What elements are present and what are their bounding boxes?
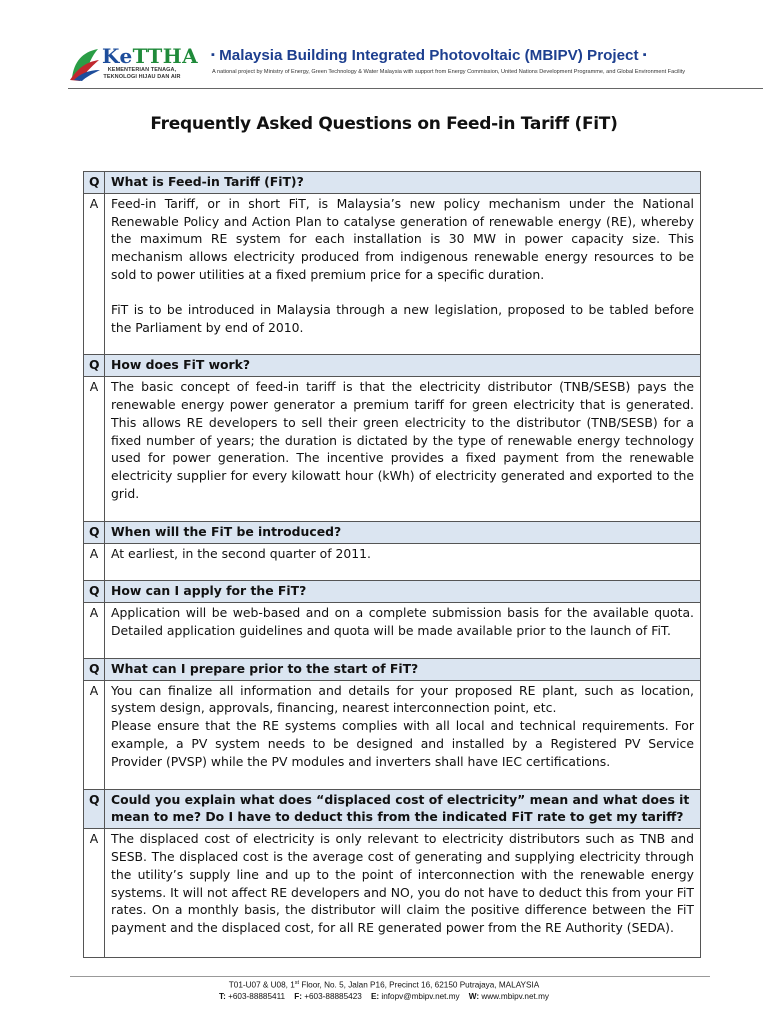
answer-paragraph: The displaced cost of electricity is only relevant to electricity distributors such as TNB and SESB. The displaced cost is the average cost of generating and supplying electricity through the utility’s supply line and up to the point of interconnection with the renewable energy systems. It will not affect RE developers and NO, you do not have to deduct this from your FiT rates. On a monthly basis, the distributor will claim the positive difference between the FiT payment and the displaced cost, for all RE generated power from the RE Authority (SEDA). [111, 831, 694, 936]
page-title: Frequently Asked Questions on Feed-in Tariff (FiT) [150, 114, 618, 134]
footer-divider [70, 976, 710, 977]
answer-row [84, 377, 701, 522]
leaf-emblem-icon [68, 46, 102, 82]
project-title [211, 47, 711, 64]
answer-row [84, 829, 701, 958]
question-tag: Q [84, 355, 105, 377]
question-text: How can I apply for the FiT? [105, 581, 701, 603]
bullet-icon: ▪ [642, 49, 647, 61]
bullet-icon: ▪ [211, 49, 215, 61]
question-row [84, 521, 701, 543]
header-divider [68, 88, 763, 89]
answer-tag: A [84, 829, 105, 958]
page-header [68, 44, 708, 88]
answer-cell [105, 377, 701, 522]
logo-wordmark: KeTTHA [102, 44, 199, 68]
answer-cell [105, 829, 701, 958]
answer-tag: A [84, 603, 105, 659]
project-title-text: Malaysia Building Integrated Photovoltaic (MBIPV) Project [219, 47, 639, 64]
project-subtitle: A national project by Ministry of Energy, Green Technology & Water Malaysia with support from Energy Commission, United Nations Development Programme, and Global Environment Facility [212, 69, 686, 75]
answer-tag: A [84, 193, 105, 355]
footer-fax: +603-88885423 [304, 992, 362, 1001]
answer-paragraph: You can finalize all information and details for your proposed RE plant, such as location, system design, approvals, financing, nearest interconnection point, etc. [111, 682, 694, 716]
answer-tag: A [84, 680, 105, 789]
logo-subtitle: KEMENTERIAN TENAGA, TEKNOLOGI HIJAU DAN AIR [103, 67, 181, 80]
answer-paragraph: At earliest, in the second quarter of 2011. [111, 545, 371, 561]
question-row [84, 355, 701, 377]
answer-paragraph: The basic concept of feed-in tariff is that the electricity distributor (TNB/SESB) pays the renewable energy power generator a premium tariff for green electricity that is generated. This allows RE developers to sell their green electricity to the distributor (TNB/SESB) for a fixed number of years; the duration is dictated by the type of renewable energy technology used for power generation. The incentive provides a fixed payment from the renewable electricity supplier for every kilowatt hour (kWh) of electricity generated and exported to the grid. [111, 379, 694, 501]
question-text: What can I prepare prior to the start of FiT? [105, 658, 701, 680]
question-text: How does FiT work? [105, 355, 701, 377]
ketha-logo [68, 44, 198, 88]
answer-paragraph: Application will be web-based and on a complete submission basis for the available quota. Detailed application guidelines and quota will be made available prior to the launch of FiT. [111, 605, 694, 638]
footer-address: T01-U07 & U08, 1st Floor, No. 5, Jalan P16, Precinct 16, 62150 Putrajaya, MALAYSIA [228, 980, 540, 990]
answer-cell [105, 193, 701, 355]
answer-cell [105, 680, 701, 789]
answer-paragraph: FiT is to be introduced in Malaysia through a new legislation, proposed to be tabled before the Parliament by end of 2010. [111, 301, 694, 335]
answer-tag: A [84, 377, 105, 522]
footer-email: infopv@mbipv.net.my [381, 992, 460, 1001]
question-tag: Q [84, 789, 105, 829]
question-text: When will the FiT be introduced? [105, 521, 701, 543]
question-row [84, 172, 701, 194]
answer-row [84, 193, 701, 355]
answer-paragraph: Feed-in Tariff, or in short FiT, is Malaysia’s new policy mechanism under the National Renewable Policy and Action Plan to catalyse generation of renewable energy (RE), whereby the maximum RE system for each installation is 30 MW in power capacity size. This mechanism allows electricity produced from indigenous renewable energy resources to be sold to power utilities at a fixed premium price for a specific duration. [111, 195, 694, 282]
faq-table [83, 171, 701, 958]
answer-row [84, 680, 701, 789]
question-tag: Q [84, 521, 105, 543]
answer-row [84, 543, 701, 581]
question-text: Could you explain what does “displaced cost of electricity” mean and what does it mean to me? Do I have to deduct this from the indicated FiT rate to get my tariff? [105, 789, 701, 829]
question-tag: Q [84, 658, 105, 680]
question-row [84, 581, 701, 603]
answer-cell [105, 543, 701, 581]
footer-contacts: T: +603-88885411 F: +603-88885423 E: infopv@mbipv.net.my W: www.mbipv.net.my [218, 992, 549, 1001]
question-row [84, 789, 701, 829]
question-row [84, 658, 701, 680]
footer-website: www.mbipv.net.my [481, 992, 549, 1001]
question-tag: Q [84, 172, 105, 194]
question-tag: Q [84, 581, 105, 603]
question-text: What is Feed-in Tariff (FiT)? [105, 172, 701, 194]
answer-tag: A [84, 543, 105, 581]
answer-paragraph: Please ensure that the RE systems complies with all local and technical requirements. For example, a PV system needs to be designed and installed by a Registered PV Service Provider (PVSP) while the PV modules and inverters shall have IEC certifications. [111, 718, 694, 769]
footer-phone: +603-88885411 [228, 992, 286, 1001]
answer-cell [105, 603, 701, 659]
answer-row [84, 603, 701, 659]
